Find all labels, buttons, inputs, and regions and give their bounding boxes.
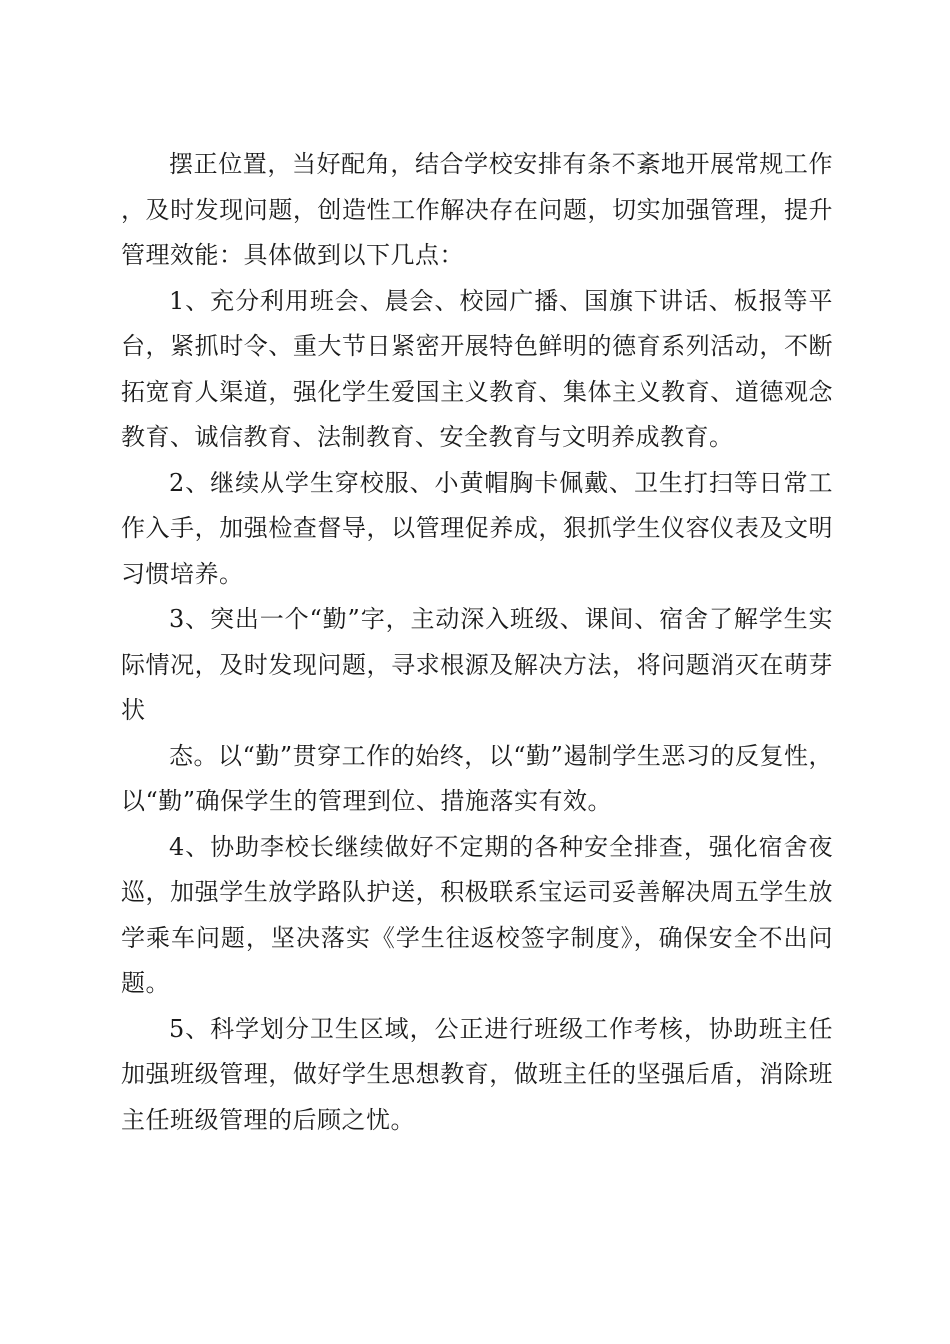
paragraph-item-1: 1、充分利用班会、晨会、校园广播、国旗下讲话、板报等平台，紧抓时令、重大节日紧密开展特色鲜明的德育系列活动，不断拓宽育人渠道，强化学生爱国主义教育、集体主义教育、道德观念教育、诚信教育、法制教育、安全教育与文明养成教育。 [121,286,833,451]
paragraph-item-5: 5、科学划分卫生区域，公正进行班级工作考核，协助班主任加强班级管理，做好学生思想教育，做班主任的坚强后盾，消除班主任班级管理的后顾之忧。 [121,1014,833,1134]
paragraph-item-3: 3、突出一个“勤”字，主动深入班级、课间、宿舍了解学生实际情况，及时发现问题，寻求根源及解决方法，将问题消灭在萌芽状 [121,605,833,724]
paragraph-item-3-continued: 态。以“勤”贯穿工作的始终，以“勤”遏制学生恶习的反复性，以“勤”确保学生的管理到位、措施落实有效。 [121,741,833,815]
document-body [121,142,833,1143]
paragraph-item-2: 2、继续从学生穿校服、小黄帽胸卡佩戴、卫生打扫等日常工作入手，加强检查督导，以管理促养成，狠抓学生仪容仪表及文明习惯培养。 [121,468,833,588]
paragraph-intro: 摆正位置，当好配角，结合学校安排有条不紊地开展常规工作，及时发现问题，创造性工作解决存在问题，切实加强管理，提升管理效能：具体做到以下几点： [121,150,833,269]
paragraph-item-4: 4、协助李校长继续做好不定期的各种安全排查，强化宿舍夜巡，加强学生放学路队护送，积极联系宝运司妥善解决周五学生放学乘车问题，坚决落实《学生往返校签字制度》，确保安全不出问题。 [121,832,833,997]
